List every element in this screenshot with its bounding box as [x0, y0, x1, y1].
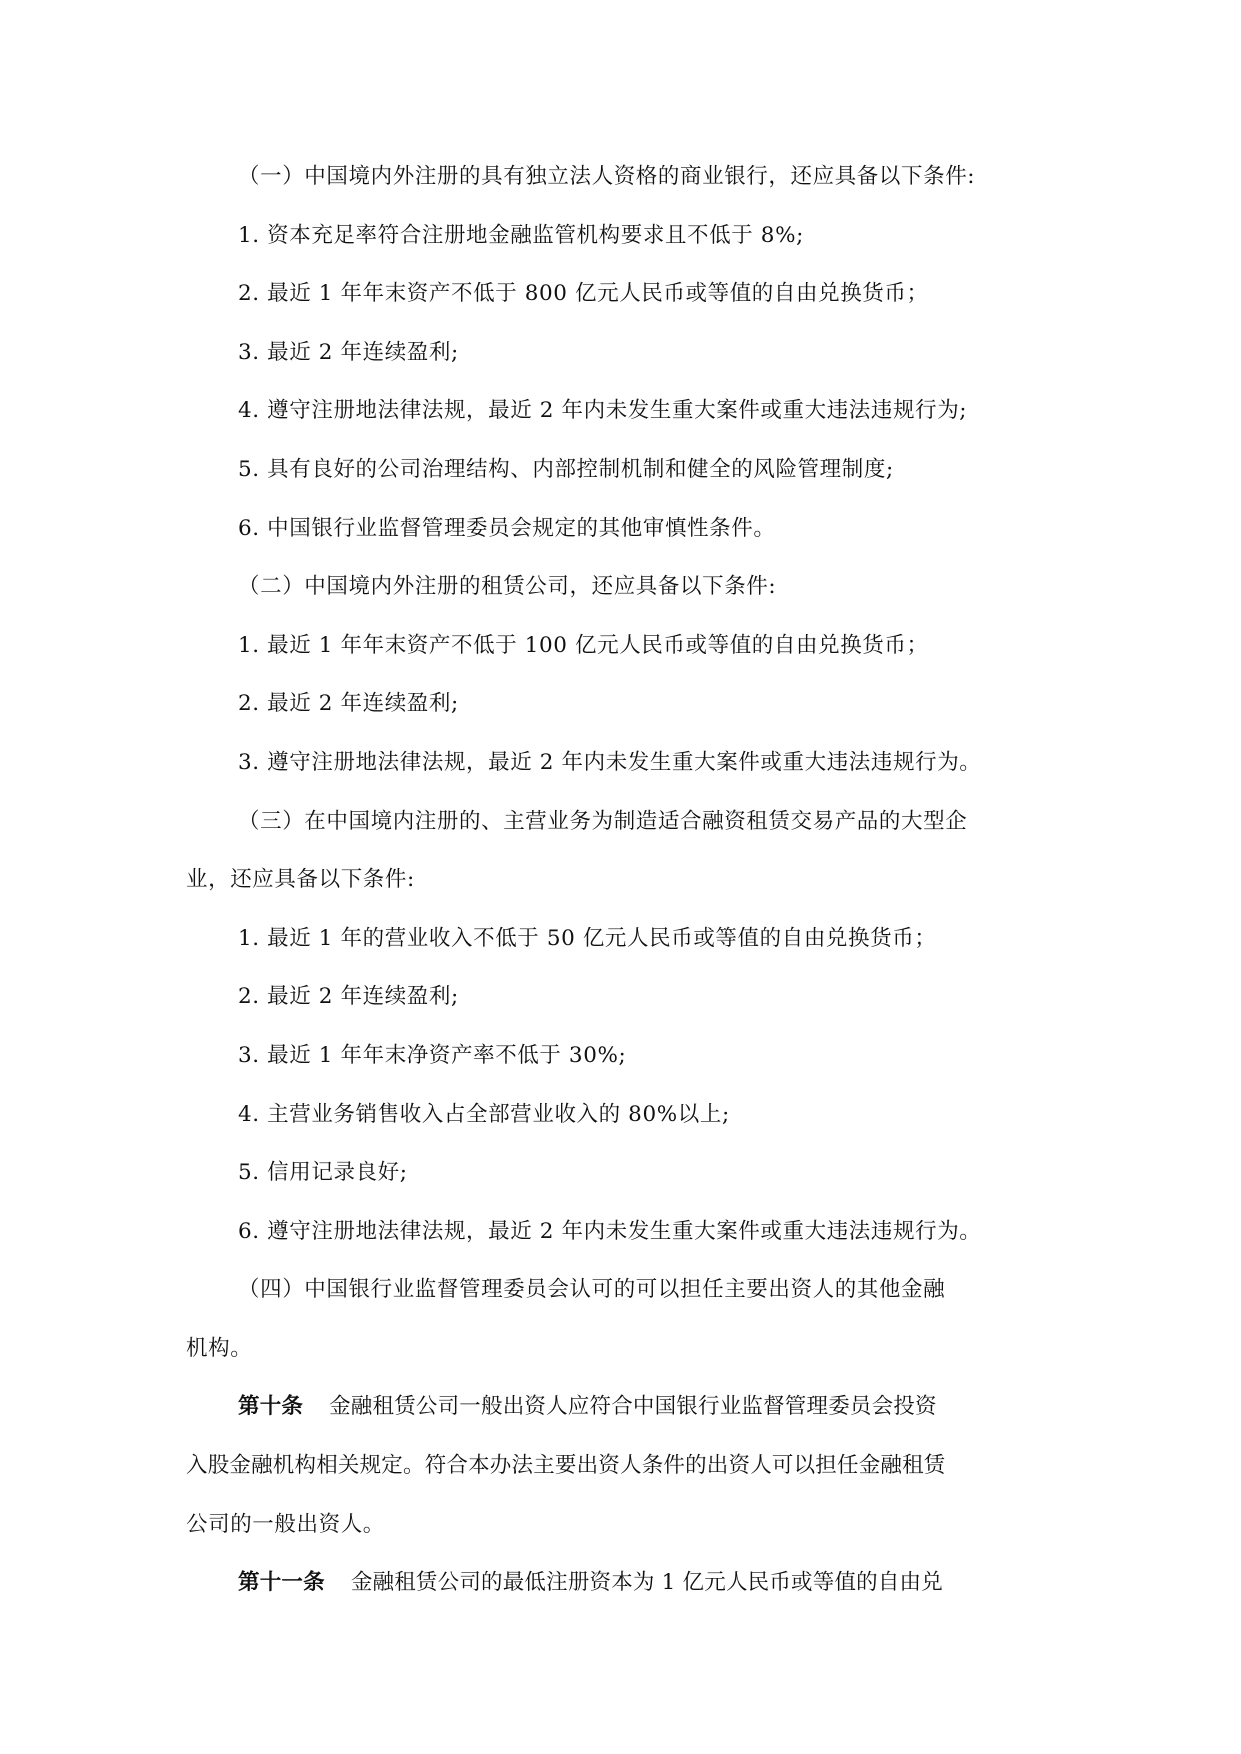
- paragraph-continuation: 业，还应具备以下条件:: [186, 867, 415, 893]
- list-item: 6. 遵守注册地法律法规，最近 2 年内未发生重大案件或重大违法违规行为。: [238, 1218, 982, 1244]
- subsection-heading-1: （一）中国境内外注册的具有独立法人资格的商业银行，还应具备以下条件:: [238, 164, 976, 189]
- article-heading: 第十条: [238, 1394, 304, 1420]
- list-item: 2. 最近 1 年年末资产不低于 800 亿元人民币或等值的自由兑换货币；: [238, 281, 929, 307]
- list-item: 5. 具有良好的公司治理结构、内部控制机制和健全的风险管理制度;: [238, 456, 894, 482]
- list-item: 3. 遵守注册地法律法规，最近 2 年内未发生重大案件或重大违法违规行为。: [238, 749, 982, 775]
- list-item: 6. 中国银行业监督管理委员会规定的其他审慎性条件。: [238, 515, 776, 541]
- list-item: 3. 最近 2 年连续盈利;: [238, 339, 459, 365]
- paragraph-continuation: 机构。: [186, 1335, 253, 1361]
- article-11: [186, 1554, 1066, 1613]
- article-text: 金融租赁公司一般出资人应符合中国银行业监督管理委员会投资: [329, 1394, 937, 1420]
- list-item: 4. 遵守注册地法律法规，最近 2 年内未发生重大案件或重大违法违规行为;: [238, 398, 968, 424]
- list-item: 2. 最近 2 年连续盈利;: [238, 691, 459, 717]
- article-heading: 第十一条: [238, 1570, 325, 1596]
- document-body: [186, 148, 1066, 1613]
- list-item: 1. 最近 1 年年末资产不低于 100 亿元人民币或等值的自由兑换货币；: [238, 632, 929, 658]
- list-item: 2. 最近 2 年连续盈利;: [238, 984, 459, 1010]
- article-text: 金融租赁公司的最低注册资本为 1 亿元人民币或等值的自由兑: [350, 1570, 943, 1596]
- list-item: 5. 信用记录良好;: [238, 1160, 408, 1186]
- subsection-heading-2: （二）中国境内外注册的租赁公司，还应具备以下条件:: [238, 574, 777, 600]
- list-item: 1. 资本充足率符合注册地金融监管机构要求且不低于 8%;: [238, 222, 804, 248]
- paragraph-continuation: 公司的一般出资人。: [186, 1511, 385, 1537]
- list-item: 1. 最近 1 年的营业收入不低于 50 亿元人民币或等值的自由兑换货币；: [238, 925, 937, 951]
- article-10: [186, 1378, 1066, 1437]
- list-item: 4. 主营业务销售收入占全部营业收入的 80%以上;: [238, 1101, 730, 1127]
- subsection-heading-4: （四）中国银行业监督管理委员会认可的可以担任主要出资人的其他金融: [238, 1277, 946, 1303]
- subsection-heading-3: （三）在中国境内注册的、主营业务为制造适合融资租赁交易产品的大型企: [238, 808, 968, 834]
- list-item: 3. 最近 1 年年末净资产率不低于 30%;: [238, 1042, 627, 1068]
- paragraph-continuation: 入股金融机构相关规定。符合本办法主要出资人条件的出资人可以担任金融租赁: [186, 1453, 946, 1479]
